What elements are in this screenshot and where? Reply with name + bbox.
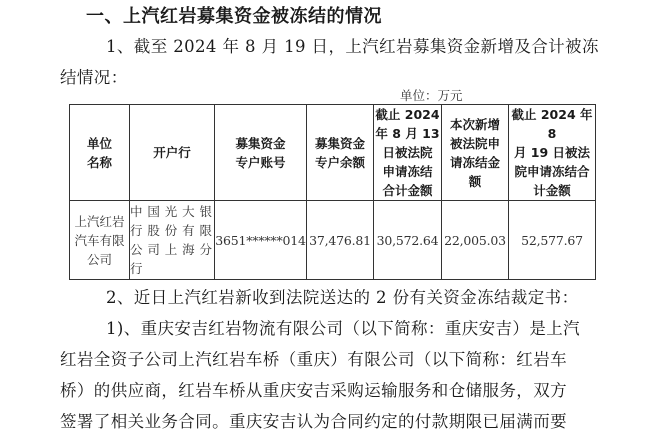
- frozen-funds-table: [69, 104, 596, 280]
- cell-frozen-0819: 52,577.67: [509, 201, 596, 280]
- table-row: [70, 201, 596, 280]
- table-header-row: [70, 105, 596, 201]
- paragraph-1-line-1: 1、截至 2024 年 8 月 19 日，上汽红岩募集资金新增及合计被冻: [106, 37, 599, 56]
- cell-account: 3651******014: [215, 201, 307, 280]
- header-frozen-0813: 截止 2024 年 8 月 13 日被法院 申请冻结 合计金额: [374, 105, 442, 201]
- header-new-frozen: 本次新增 被法院申 请冻结金 额: [442, 105, 509, 201]
- cell-new-frozen: 22,005.03: [442, 201, 509, 280]
- cell-bank: 中国光大银 行股份有限 公司上海分 行: [130, 201, 215, 280]
- cell-balance: 37,476.81: [307, 201, 374, 280]
- paragraph-2: 2、近日上汽红岩新收到法院送达的 2 份有关资金冻结裁定书：: [106, 288, 579, 307]
- paragraph-3-line-2: 红岩全资子公司上汽红岩车桥（重庆）有限公司（以下简称：红岩车: [60, 350, 567, 369]
- cell-frozen-0813: 30,572.64: [374, 201, 442, 280]
- header-unit-name: 单位 名称: [70, 105, 130, 201]
- paragraph-3-line-1: 1)、重庆安吉红岩物流有限公司（以下简称：重庆安吉）是上汽: [106, 319, 581, 338]
- header-frozen-0819: 截止 2024 年 8 月 19 日被法 院申请冻结合 计金额: [509, 105, 596, 201]
- section-heading: 一、上汽红岩募集资金被冻结的情况: [86, 6, 382, 27]
- paragraph-1-line-2: 结情况：: [60, 68, 128, 87]
- header-bank: 开户行: [130, 105, 215, 201]
- header-balance: 募集资金 专户余额: [307, 105, 374, 201]
- paragraph-3-line-4: 签署了相关业务合同。重庆安吉认为合同约定的付款期限已届满而要: [60, 412, 567, 431]
- paragraph-3-line-3: 桥）的供应商，红岩车桥从重庆安吉采购运输服务和仓储服务，双方: [60, 381, 567, 400]
- header-account: 募集资金 专户账号: [215, 105, 307, 201]
- unit-label: 单位：万元: [400, 88, 463, 103]
- cell-unit-name: 上汽红岩 汽车有限 公司: [70, 201, 130, 280]
